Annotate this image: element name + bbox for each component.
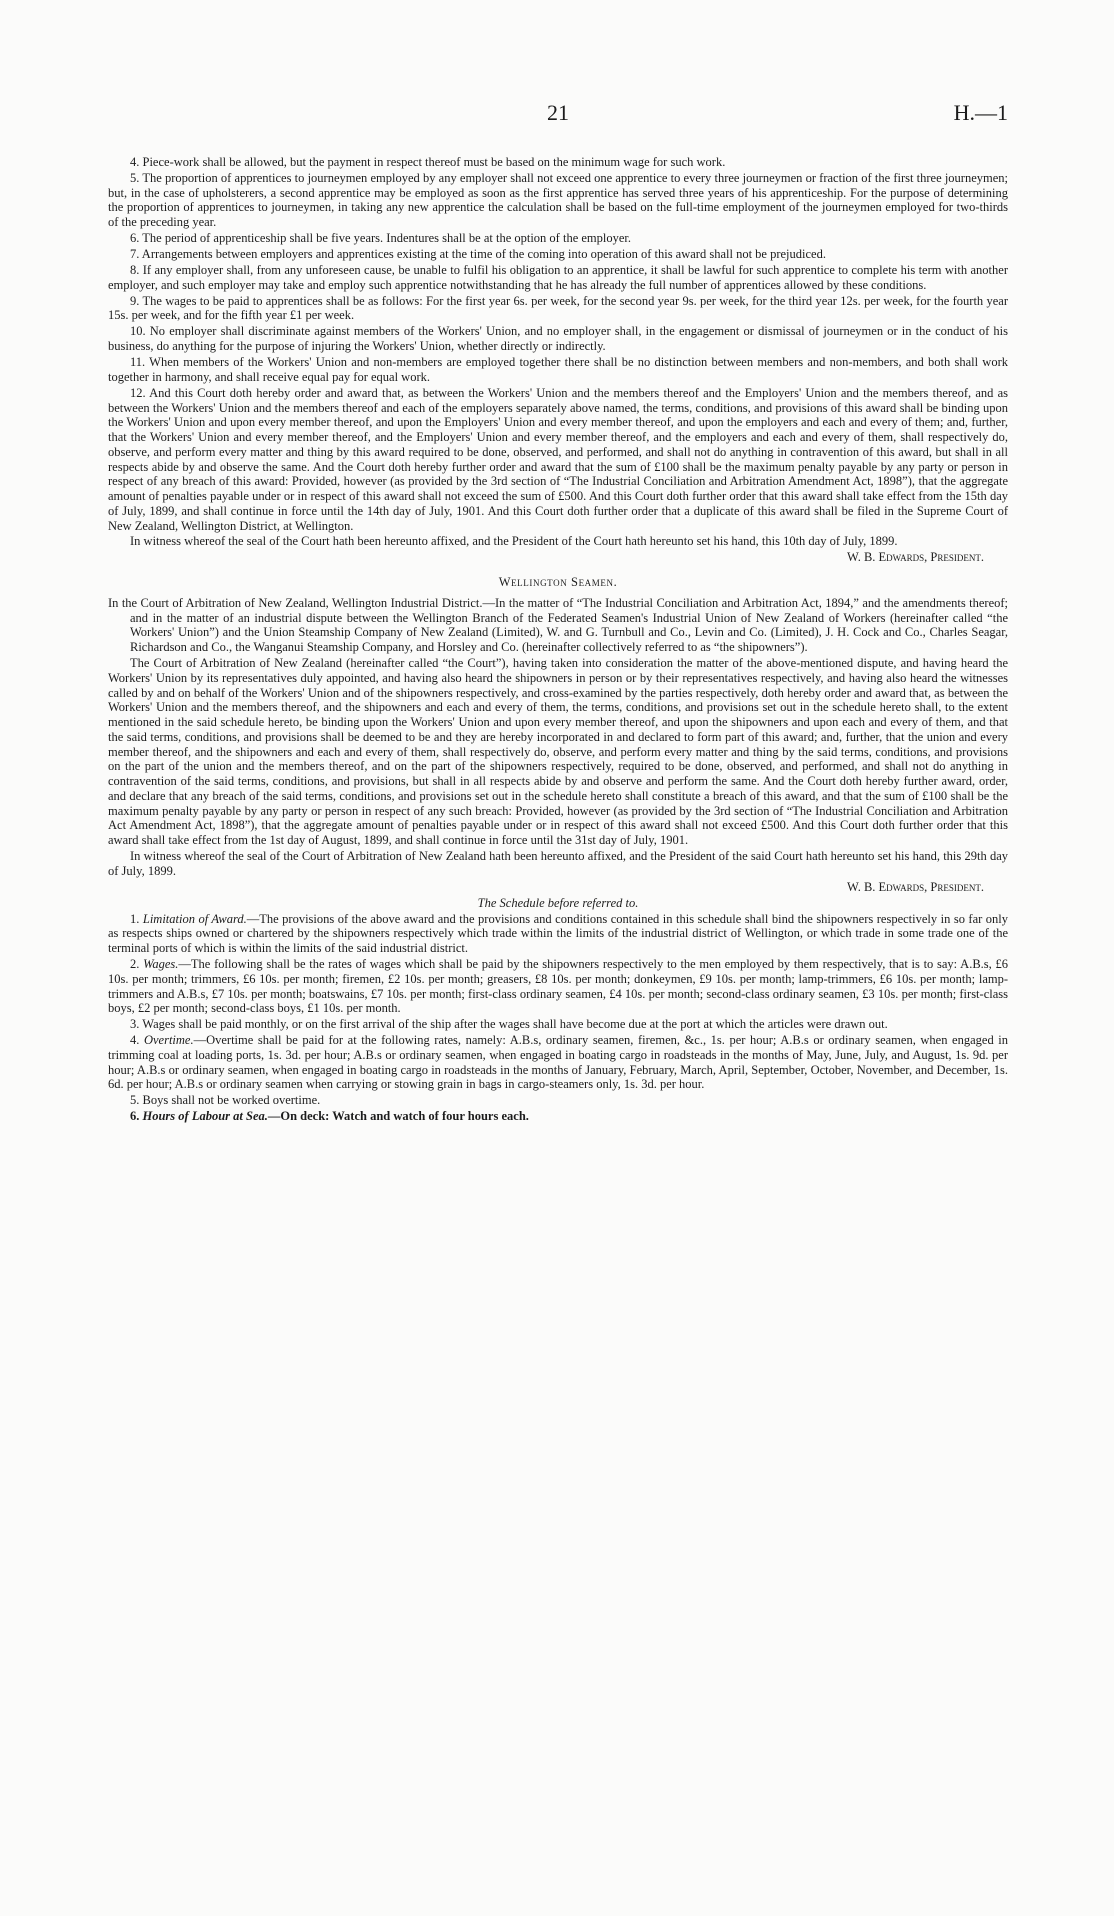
schedule-title: The Schedule before referred to. (477, 895, 639, 910)
schedule-item-1 (108, 912, 1008, 956)
page-header (108, 100, 1008, 130)
document-reference: H.—1 (953, 100, 1008, 125)
signature-1: W. B. Edwards, President. (847, 550, 984, 565)
clause-11: 11. When members of the Workers' Union and non-members are employed together there shall be no distinction between members and non-members, and both shall work together in harmony, and shall receive equal pay for equal work. (108, 355, 1008, 384)
court-paragraph: The Court of Arbitration of New Zealand (hereinafter called “the Court”), having taken into consideration the matter of the above-mentioned dispute, and having heard the Workers' Union by its representatives duly appointed, and having also heard the shipowners in person or by their representatives respectively, and having also heard the witnesses called by and on behalf of the Workers' Union and of the shipowners respectively, and cross-examined by the parties respectively, doth hereby order and award that, as between the Workers' Union and the members thereof, and the shipowners and each and every of them, the terms, conditions, and provisions set out in the schedule hereto shall, to the extent mentioned in the said schedule hereto, be binding upon the Workers' Union and upon every member thereof, and upon the shipowners and upon each and every of them, and that the said terms, conditions, and provisions shall be deemed to be and they are hereby incorporated in and declared to form part of this award; and, further, that the union and every member thereof, and the shipowners and each and every of them, shall respectively do, observe, and perform every matter and thing by the said terms, conditions, and provisions on the part of the union and the members thereof, and on the part of the shipowners respectively, required to be done, observed, and performed, and shall not do anything in contravention of the said terms, conditions, and provisions, but shall in all respects abide by and observe and perform the same. And the Court doth hereby further award, order, and declare that any breach of the said terms, conditions, and provisions set out in the schedule hereto shall constitute a breach of this award, and that the sum of £100 shall be the maximum penalty payable by any party or person in respect of any such breach: Provided, however (as provided by the 3rd section of “The Industrial Conciliation and Arbitration Act Amendment Act, 1898”), that the aggregate amount of penalties payable under or in respect of this award shall not exceed £500. And this Court doth further order that this award shall take effect from the 1st day of August, 1899, and shall continue in force until the 31st day of July, 1901. (108, 656, 1008, 848)
witness-clause-2: In witness whereof the seal of the Court of Arbitration of New Zealand hath been hereunto affixed, and the President of the said Court hath hereunto set his hand, this 29th day of July, 1899. (108, 849, 1008, 878)
clause-6: 6. The period of apprenticeship shall be five years. Indentures shall be at the option of the employer. (130, 231, 632, 246)
schedule-item-heading: Overtime. (143, 1033, 194, 1048)
schedule-item-4 (108, 1033, 1008, 1092)
schedule-item-heading: Wages. (143, 957, 179, 971)
signature-2: W. B. Edwards, President. (847, 879, 984, 894)
clause-7: 7. Arrangements between employers and apprentices existing at the time of the coming into operation of this award shall not be prejudiced. (130, 247, 826, 262)
clause-8: 8. If any employer shall, from any unforeseen cause, be unable to fulfil his obligation to an apprentice, it shall be lawful for such apprentice to complete his term with another employer, and such employer may take and employ such apprentice notwithstanding that he has already the full number of apprentices allowed by these conditions. (108, 263, 1008, 292)
schedule-item-5 (108, 1093, 1008, 1108)
schedule-item-text: —The following shall be the rates of wages which shall be paid by the shipowners respectively to the men employed by them respectively, that is to say: A.B.s, £6 10s. per month; trimmers, £6 10s. per month; firemen, £2 10s. per month; greasers, £8 10s. per month; donkeymen, £9 10s. per month; lamp-trimmers, £6 10s. per month; lamp-trimmers and A.B.s, £7 10s. per month; boatswains, £7 10s. per month; first-class ordinary seamen, £4 10s. per month; second-class ordinary seamen, £3 10s. per month; first-class boys, £2 per month; second-class boys, £1 10s. per month. (108, 957, 1009, 1016)
witness-clause-1: In witness whereof the seal of the Court hath been hereunto affixed, and the President of the Court hath hereunto set his hand, this 10th day of July, 1899. (130, 534, 898, 549)
clause-12: 12. And this Court doth hereby order and award that, as between the Workers' Union and the members thereof and the Employers' Union and the members thereof, and as between the Workers' Union and the members thereof and each of the employers separately above named, the terms, conditions, and provisions of this award shall be binding upon the Workers' Union and upon every member thereof, and upon the Employers' Union and every member thereof, and upon the employers and each and every of them; and, further, that the Workers' Union and every member thereof, and the Employers' Union and every member thereof, and the employers and each and every of them, shall respectively do, observe, and perform every matter and thing by this award required to be done, observed, and performed, and shall not do anything in contravention of this award, but shall in all respects abide by and observe the same. And the Court doth hereby further order and award that the sum of £100 shall be the maximum penalty payable by any party or person in respect of any breach of this award: Provided, however (as provided by the 3rd section of “The Industrial Conciliation and Arbitration Amendment Act, 1898”), that the aggregate amount of penalties payable under or in respect of this award shall not exceed the sum of £500. And this Court doth further order that this award shall take effect from the 15th day of July, 1899, and shall continue in force until the 14th day of July, 1901. And this Court doth further order that a duplicate of this award shall be filed in the Supreme Court of New Zealand, Wellington District, at Wellington. (108, 385, 1008, 533)
schedule-item-number: 1. (130, 911, 143, 926)
clause-10: 10. No employer shall discriminate against members of the Workers' Union, and no employer shall, in the engagement or dismissal of journeymen or in the conduct of his business, do anything for the purpose of injuring the Workers' Union, whether directly or indirectly. (108, 324, 1008, 354)
schedule-item-text: 5. Boys shall not be worked overtime. (130, 1093, 321, 1108)
schedule-item-6 (108, 1109, 1008, 1124)
schedule-item-text: —The provisions of the above award and the provisions and conditions contained in this schedule shall bind the shipowners respectively in so far only as respects ships owned or chartered by the shipowners respectively which trade within the limits of the industrial district of Wellington, or which trade in some trade one of the terminal ports of which is within the limits of the said industrial district. (108, 911, 1009, 956)
document-body (108, 155, 1008, 1125)
clause-9: 9. The wages to be paid to apprentices shall be as follows: For the first year 6s. per week, for the second year 9s. per week, for the third year 12s. per week, for the fourth year 15s. per week, and for the fifth year £1 per week. (108, 293, 1008, 323)
in-the-matter-paragraph: In the Court of Arbitration of New Zealand, Wellington Industrial District.—In the matter of “The Industrial Conciliation and Arbitration Act, 1894,” and the amendments thereof; and in the matter of an industrial dispute between the Wellington Branch of the Federated Seamen's Industrial Union of New Zealand of Workers (hereinafter called “the Workers' Union”) and the Union Steamship Company of New Zealand (Limited), W. and G. Turnbull and Co., Levin and Co. (Limited), J. H. Cock and Co., Charles Seagar, Richardson and Co., the Wanganui Steamship Company, and Horsley and Co. (hereinafter collectively referred to as “the shipowners”). (108, 595, 1008, 655)
schedule-item-heading: Limitation of Award. (142, 911, 247, 926)
schedule-item-number: 4. (130, 1033, 144, 1048)
schedule-item-number: 2. (130, 957, 144, 971)
schedule-item-3 (108, 1017, 1008, 1032)
schedule-item-text: —On deck: Watch and watch of four hours each. (267, 1109, 529, 1124)
schedule-item-number: 6. (130, 1109, 143, 1124)
clause-4: 4. Piece-work shall be allowed, but the payment in respect thereof must be based on the minimum wage for such work. (130, 155, 726, 169)
schedule-item-text: —Overtime shall be paid for at the following rates, namely: A.B.s, ordinary seamen, firemen, &c., 1s. per hour; A.B.s or ordinary seamen, when engaged in trimming coal at loading ports, 1s. 3d. per hour; A.B.s or ordinary seamen, when engaged in boating cargo in roadsteads in the months of May, June, July, and August, 1s. 9d. per hour; A.B.s or ordinary seamen, when engaged in boating cargo in roadsteads in the months of January, February, March, April, September, October, November, and December, 1s. 6d. per hour; A.B.s or ordinary seamen when carrying or stowing grain in bags in cargo-steamers only, 1s. 3d. per hour. (108, 1033, 1008, 1092)
schedule-item-2 (108, 957, 1008, 1016)
schedule-item-text: 3. Wages shall be paid monthly, or on the first arrival of the ship after the wages shall have become due at the port at which the articles were drawn out. (130, 1017, 888, 1032)
page-number: 21 (547, 100, 569, 125)
section-title: Wellington Seamen. (498, 575, 618, 590)
clause-5: 5. The proportion of apprentices to journeymen employed by any employer shall not exceed one apprentice to every three journeymen or fraction of the first three journeymen; but, in the case of upholsterers, a second apprentice may be employed as soon as the first apprentice has served three years of his apprenticeship. For the purpose of determining the proportion of apprentices to journeymen, in taking any new apprentice the calculation shall be based on the full-time employment of the journeymen employed for two-thirds of the preceding year. (108, 170, 1008, 230)
schedule-item-heading: Hours of Labour at Sea. (142, 1109, 268, 1124)
